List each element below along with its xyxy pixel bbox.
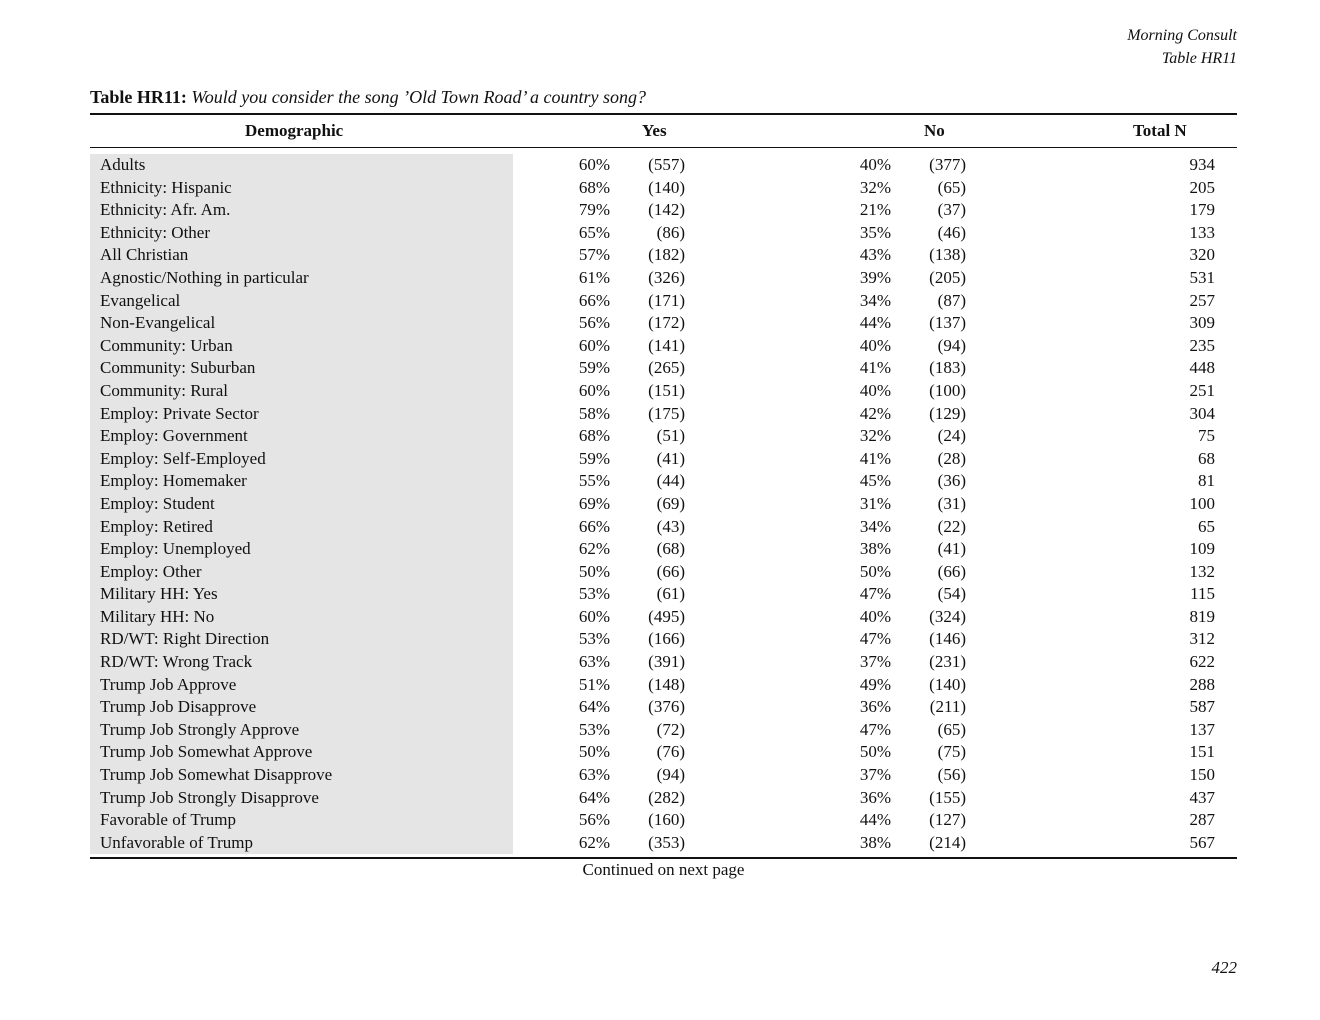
yes-percent: 61% — [578, 267, 610, 287]
no-percent: 34% — [859, 290, 891, 310]
yes-count: (326) — [648, 267, 685, 287]
table-row — [90, 719, 1237, 742]
yes-percent: 66% — [578, 516, 610, 536]
no-percent: 21% — [859, 200, 891, 220]
total-n: 320 — [1189, 245, 1215, 265]
row-label: Employ: Government — [100, 426, 248, 446]
no-count: (129) — [929, 403, 966, 423]
yes-percent: 59% — [578, 358, 610, 378]
row-label: Evangelical — [100, 290, 181, 310]
total-n: 934 — [1189, 155, 1215, 174]
no-percent: 49% — [859, 674, 891, 694]
no-percent: 40% — [859, 155, 891, 174]
row-label: Trump Job Approve — [100, 674, 237, 694]
total-n: 150 — [1189, 765, 1215, 785]
yes-percent: 68% — [578, 177, 610, 197]
row-label: Employ: Other — [100, 561, 202, 581]
table-row — [90, 764, 1237, 787]
total-n: 288 — [1189, 674, 1215, 694]
row-label: Trump Job Disapprove — [100, 697, 257, 717]
no-count: (65) — [937, 719, 966, 739]
no-percent: 37% — [859, 765, 891, 785]
yes-percent: 79% — [578, 200, 610, 220]
yes-percent: 51% — [578, 674, 610, 694]
yes-count: (172) — [648, 313, 685, 333]
yes-count: (69) — [656, 493, 685, 513]
no-count: (65) — [937, 177, 966, 197]
no-percent: 43% — [859, 245, 891, 265]
table-caption — [90, 87, 646, 108]
row-label: Favorable of Trump — [100, 810, 236, 830]
crosstab-table — [90, 113, 1237, 880]
yes-percent: 62% — [578, 832, 610, 852]
caption-text: Would you consider the song ’Old Town Road’ a country song? — [191, 87, 647, 107]
no-count: (324) — [929, 606, 966, 626]
row-label: Employ: Private Sector — [100, 403, 259, 423]
no-percent: 34% — [859, 516, 891, 536]
total-n: 179 — [1189, 200, 1215, 220]
total-n: 132 — [1189, 561, 1215, 581]
yes-count: (68) — [656, 539, 685, 559]
row-label: Non-Evangelical — [100, 313, 216, 333]
no-count: (214) — [929, 832, 966, 852]
no-percent: 39% — [859, 267, 891, 287]
total-n: 81 — [1198, 471, 1215, 491]
no-percent: 47% — [859, 584, 891, 604]
no-count: (377) — [929, 155, 966, 174]
table-row — [90, 674, 1237, 697]
row-label: Employ: Homemaker — [100, 471, 247, 491]
table-row — [90, 222, 1237, 245]
no-count: (100) — [929, 380, 966, 400]
no-count: (138) — [929, 245, 966, 265]
no-count: (87) — [937, 290, 966, 310]
no-count: (54) — [937, 584, 966, 604]
header-table-ref: Table HR11 — [1161, 50, 1237, 67]
no-count: (231) — [929, 652, 966, 672]
yes-percent: 55% — [578, 471, 610, 491]
caption-label: Table HR11: — [90, 87, 187, 107]
row-label: Ethnicity: Afr. Am. — [100, 200, 231, 220]
no-count: (37) — [937, 200, 966, 220]
table-body — [90, 154, 1237, 854]
yes-count: (94) — [656, 765, 685, 785]
row-label: RD/WT: Right Direction — [100, 629, 270, 649]
no-count: (36) — [937, 471, 966, 491]
yes-count: (282) — [648, 787, 685, 807]
total-n: 75 — [1198, 426, 1215, 446]
no-count: (46) — [937, 222, 966, 242]
yes-percent: 57% — [578, 245, 610, 265]
row-label: Community: Rural — [100, 380, 228, 400]
table-row — [90, 561, 1237, 584]
yes-count: (175) — [648, 403, 685, 423]
no-count: (28) — [937, 448, 966, 468]
total-n: 235 — [1189, 335, 1215, 355]
row-label: Military HH: Yes — [100, 584, 218, 604]
column-header-demographic: Demographic — [245, 121, 344, 140]
row-label: Employ: Self-Employed — [100, 448, 266, 468]
yes-count: (151) — [648, 380, 685, 400]
total-n: 287 — [1189, 810, 1215, 830]
yes-percent: 53% — [578, 584, 610, 604]
total-n: 819 — [1189, 606, 1215, 626]
yes-count: (41) — [656, 448, 685, 468]
no-percent: 44% — [859, 313, 891, 333]
no-percent: 47% — [859, 629, 891, 649]
total-n: 205 — [1189, 177, 1215, 197]
yes-percent: 62% — [578, 539, 610, 559]
total-n: 309 — [1189, 313, 1215, 333]
column-header-no: No — [924, 121, 945, 140]
table-row — [90, 244, 1237, 267]
no-percent: 50% — [859, 742, 891, 762]
row-label: Trump Job Strongly Approve — [100, 719, 300, 739]
row-label: Employ: Retired — [100, 516, 213, 536]
table-row — [90, 380, 1237, 403]
table-row — [90, 335, 1237, 358]
yes-percent: 69% — [578, 493, 610, 513]
table-row — [90, 267, 1237, 290]
no-percent: 50% — [859, 561, 891, 581]
yes-percent: 56% — [578, 810, 610, 830]
yes-count: (166) — [648, 629, 685, 649]
yes-percent: 50% — [578, 561, 610, 581]
no-count: (140) — [929, 674, 966, 694]
yes-percent: 66% — [578, 290, 610, 310]
total-n: 312 — [1189, 629, 1215, 649]
no-count: (75) — [937, 742, 966, 762]
table-row — [90, 403, 1237, 426]
yes-percent: 63% — [578, 652, 610, 672]
row-label: Employ: Unemployed — [100, 539, 251, 559]
no-percent: 37% — [859, 652, 891, 672]
total-n: 304 — [1189, 403, 1215, 423]
total-n: 109 — [1189, 539, 1215, 559]
table-row — [90, 177, 1237, 200]
table-row — [90, 425, 1237, 448]
yes-count: (141) — [648, 335, 685, 355]
table-row — [90, 516, 1237, 539]
yes-percent: 63% — [578, 765, 610, 785]
no-count: (155) — [929, 787, 966, 807]
table-row — [90, 538, 1237, 561]
yes-percent: 53% — [578, 629, 610, 649]
total-n: 587 — [1189, 697, 1215, 717]
no-count: (22) — [937, 516, 966, 536]
row-label: Unfavorable of Trump — [100, 832, 253, 852]
total-n: 622 — [1189, 652, 1215, 672]
row-label: Trump Job Somewhat Disapprove — [100, 765, 333, 785]
no-count: (211) — [929, 697, 966, 717]
row-label: All Christian — [100, 245, 189, 265]
table-row — [90, 312, 1237, 335]
yes-percent: 64% — [578, 787, 610, 807]
no-percent: 41% — [859, 448, 891, 468]
no-percent: 40% — [859, 335, 891, 355]
row-label: Military HH: No — [100, 606, 215, 626]
row-label: Employ: Student — [100, 493, 215, 513]
no-percent: 42% — [859, 403, 891, 423]
no-percent: 44% — [859, 810, 891, 830]
column-header-yes: Yes — [642, 121, 667, 140]
table-row — [90, 809, 1237, 832]
no-count: (146) — [929, 629, 966, 649]
no-percent: 47% — [859, 719, 891, 739]
total-n: 115 — [1190, 584, 1215, 604]
yes-percent: 60% — [578, 380, 610, 400]
yes-count: (391) — [648, 652, 685, 672]
row-label: Community: Suburban — [100, 358, 256, 378]
row-label: Community: Urban — [100, 335, 233, 355]
no-percent: 36% — [859, 697, 891, 717]
row-label: Adults — [100, 155, 146, 174]
no-count: (56) — [937, 765, 966, 785]
no-count: (94) — [937, 335, 966, 355]
yes-count: (557) — [648, 155, 685, 174]
yes-percent: 59% — [578, 448, 610, 468]
no-count: (127) — [929, 810, 966, 830]
no-count: (24) — [937, 426, 966, 446]
table-row — [90, 832, 1237, 855]
yes-percent: 50% — [578, 742, 610, 762]
yes-count: (376) — [648, 697, 685, 717]
yes-count: (495) — [648, 606, 685, 626]
no-percent: 32% — [859, 426, 891, 446]
yes-count: (182) — [648, 245, 685, 265]
no-percent: 36% — [859, 787, 891, 807]
table-row — [90, 290, 1237, 313]
total-n: 151 — [1189, 742, 1215, 762]
table-row — [90, 651, 1237, 674]
row-label: Ethnicity: Other — [100, 222, 211, 242]
row-label: Agnostic/Nothing in particular — [100, 267, 309, 287]
row-label: Trump Job Strongly Disapprove — [100, 787, 319, 807]
no-percent: 40% — [859, 606, 891, 626]
yes-count: (43) — [656, 516, 685, 536]
no-count: (183) — [929, 358, 966, 378]
yes-percent: 56% — [578, 313, 610, 333]
row-label: Ethnicity: Hispanic — [100, 177, 232, 197]
table-row — [90, 470, 1237, 493]
yes-percent: 65% — [578, 222, 610, 242]
yes-percent: 60% — [578, 155, 610, 174]
yes-count: (66) — [656, 561, 685, 581]
yes-count: (86) — [656, 222, 685, 242]
yes-count: (142) — [648, 200, 685, 220]
no-percent: 38% — [859, 832, 891, 852]
row-label: Trump Job Somewhat Approve — [100, 742, 313, 762]
no-count: (66) — [937, 561, 966, 581]
yes-count: (171) — [648, 290, 685, 310]
page-number: 422 — [1211, 958, 1237, 977]
no-count: (137) — [929, 313, 966, 333]
row-label: RD/WT: Wrong Track — [100, 652, 253, 672]
page-header — [1127, 24, 1237, 70]
total-n: 251 — [1189, 380, 1215, 400]
total-n: 437 — [1189, 787, 1215, 807]
no-percent: 41% — [859, 358, 891, 378]
no-percent: 38% — [859, 539, 891, 559]
yes-percent: 64% — [578, 697, 610, 717]
yes-count: (140) — [648, 177, 685, 197]
column-header-total: Total N — [1133, 121, 1187, 140]
table-row — [90, 741, 1237, 764]
total-n: 100 — [1189, 493, 1215, 513]
yes-percent: 58% — [578, 403, 610, 423]
yes-count: (72) — [656, 719, 685, 739]
yes-count: (160) — [648, 810, 685, 830]
total-n: 133 — [1189, 222, 1215, 242]
no-percent: 40% — [859, 380, 891, 400]
yes-percent: 60% — [578, 606, 610, 626]
table-row — [90, 628, 1237, 651]
total-n: 68 — [1198, 448, 1215, 468]
yes-count: (265) — [648, 358, 685, 378]
total-n: 531 — [1189, 267, 1215, 287]
table-row — [90, 696, 1237, 719]
total-n: 137 — [1189, 719, 1215, 739]
yes-count: (61) — [656, 584, 685, 604]
no-count: (41) — [937, 539, 966, 559]
no-count: (205) — [929, 267, 966, 287]
table-row — [90, 787, 1237, 810]
header-org: Morning Consult — [1127, 27, 1237, 44]
continued-note: Continued on next page — [582, 860, 745, 880]
yes-count: (51) — [656, 426, 685, 446]
table-row — [90, 154, 1237, 177]
no-percent: 35% — [859, 222, 891, 242]
yes-percent: 60% — [578, 335, 610, 355]
total-n: 65 — [1198, 516, 1215, 536]
no-percent: 32% — [859, 177, 891, 197]
table-row — [90, 357, 1237, 380]
total-n: 257 — [1189, 290, 1215, 310]
yes-count: (44) — [656, 471, 685, 491]
yes-count: (353) — [648, 832, 685, 852]
no-count: (31) — [937, 493, 966, 513]
total-n: 448 — [1189, 358, 1215, 378]
yes-percent: 53% — [578, 719, 610, 739]
no-percent: 31% — [859, 493, 891, 513]
table-row — [90, 606, 1237, 629]
table-row — [90, 199, 1237, 222]
no-percent: 45% — [859, 471, 891, 491]
yes-percent: 68% — [578, 426, 610, 446]
table-bottom-rule — [90, 857, 1237, 859]
total-n: 567 — [1189, 832, 1215, 852]
table-row — [90, 493, 1237, 516]
yes-count: (76) — [656, 742, 685, 762]
table-row — [90, 448, 1237, 471]
yes-count: (148) — [648, 674, 685, 694]
table-row — [90, 583, 1237, 606]
table-header-row — [90, 115, 1237, 148]
